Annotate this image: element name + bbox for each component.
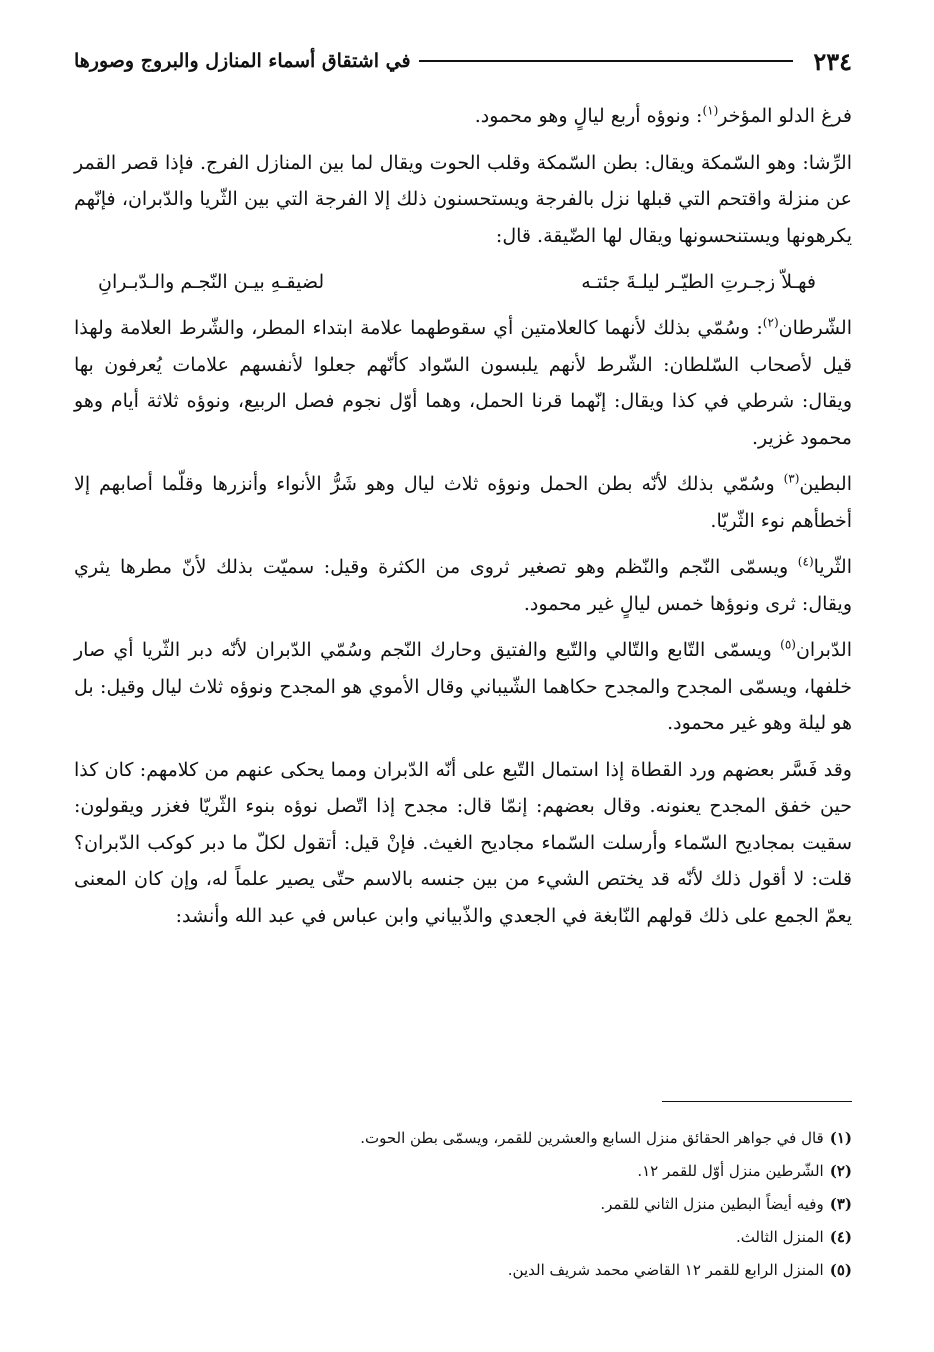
running-title: في اشتقاق أسماء المنازل والبروج وصورها — [74, 50, 411, 72]
paragraph-text: الثّريا — [813, 556, 852, 578]
paragraph-5 — [74, 549, 852, 622]
footnote-number: (٥) — [829, 1261, 852, 1279]
poetry-verse — [74, 264, 852, 300]
footnote-3 — [74, 1188, 852, 1221]
footnote-text: قال في جواهر الحقائق منزل السابع والعشرين للقمر، ويسمّى بطن الحوت. — [360, 1129, 824, 1147]
footnote-number: (٢) — [829, 1162, 852, 1180]
paragraph-text: الدّبران — [795, 639, 852, 661]
footnote-2 — [74, 1155, 852, 1188]
page-header — [74, 46, 852, 76]
footnote-text: المنزل الثالث. — [735, 1228, 824, 1246]
body-text — [74, 98, 852, 944]
paragraph-7 — [74, 752, 852, 935]
footnote-ref: (٥) — [780, 637, 796, 652]
footnotes — [74, 1122, 852, 1287]
footnote-number: (٤) — [829, 1228, 852, 1246]
footnote-text: المنزل الرابع للقمر ١٢ القاضي محمد شريف الدين. — [507, 1261, 824, 1279]
paragraph-text: وسُمّي بذلك لأنّه بطن الحمل ونوؤه ثلاث ليال وهو شَرُّ الأنواء وأنزرها وقلّما أصابهم إلا أخطأهم نوء الثّريّا. — [74, 473, 852, 532]
verse-hemistich-1: فهـلاّ زجـرتِ الطيّـر ليلـةَ جئتـه — [581, 271, 816, 293]
paragraph-text: الشّرطان — [778, 317, 852, 339]
paragraph-text: : وسُمّي بذلك لأنهما كالعلامتين أي سقوطهما علامة ابتداء المطر، والشّرط العلامة ولهذا قيل لأصحاب السّلطان: الشّرط لأنهم يلبسون السّواد كأنّهم جعلوا لأنفسهم علامات يُعرفون بها ويقال: شرطي في كذا ويقال: إنّهما قرنا الحمل، وهما أوّل نجوم فصل الربيع، ونوؤه ثلاثة أيام وهو محمود غزير. — [74, 317, 852, 449]
paragraph-text: الرِّشا: وهو السّمكة ويقال: بطن السّمكة وقلب الحوت ويقال لما بين المنازل الفرج. فإذا قصر القمر عن منزلة واقتحم التي قبلها نزل بالفرجة ويستحسنون ذلك إلا الفرجة التي بين الثّريا والدّبران، فإنّهم يكرهونها ويستنحسونها ويقال لها الضّيقة. قال: — [74, 151, 852, 247]
header-rule — [419, 60, 794, 62]
footnote-rule — [662, 1101, 852, 1102]
paragraph-text: ويسمّى النّجم والنّظم وهو تصغير ثروى من الكثرة وقيل: سميّت بذلك لأنّ مطرها يثري ويقال: ثرى ونوؤها خمس ليالٍ غير محمود. — [74, 556, 852, 615]
footnote-ref: (٢) — [762, 315, 779, 330]
paragraph-2 — [74, 145, 852, 255]
footnote-5 — [74, 1254, 852, 1287]
page-number: ٢٣٤ — [813, 46, 852, 76]
paragraph-text: وقد فَسَّر بعضهم ورد القطاة إذا استمال التّبع على أنّه الدّبران ومما يحكى عنهم من كلامهم: كان كذا حين خفق المجدح يعنونه. وقال بعضهم: إنمّا قال: مجدح إذا اتّصل نوؤه بنوء الثّريّا فغزر ويقولون: سقيت بمجاديح السّماء وأرسلت السّماء مجاديح الغيث. فإنْ قيل: أتقول لكلّ ما دبر كوكب الدّبران؟ قلت: لا أقول ذلك لأنّه قد يختص الشيء من بين جنسه بالاسم حتّى يصير علماً له، وإن كان المعنى يعمّ الجمع على ذلك قولهم النّابغة في الجعدي والذّبياني وابن عباس في عبد الله وأنشد: — [74, 758, 852, 927]
footnote-1 — [74, 1122, 852, 1155]
paragraph-3 — [74, 310, 852, 456]
paragraph-text: البطين — [799, 473, 852, 495]
paragraph-4 — [74, 466, 852, 539]
footnote-text: وفيه أيضاً البطين منزل الثاني للقمر. — [600, 1195, 824, 1213]
footnote-ref: (٤) — [797, 554, 814, 569]
footnote-ref: (٣) — [783, 471, 800, 486]
footnote-ref: (١) — [702, 103, 719, 118]
footnote-number: (١) — [829, 1129, 852, 1147]
paragraph-1 — [74, 98, 852, 135]
footnote-number: (٣) — [829, 1195, 852, 1213]
paragraph-text: فرغ الدلو المؤخر — [718, 105, 852, 127]
paragraph-text: ويسمّى التّابع والتّالي والتّبع والفتيق وحارك النّجم وسُمّي الدّبران لأنّه دبر الثّريا أي صار خلفها، ويسمّى المجدح والمجدح حكاهما الشّيباني وقال الأموي هو المجدح ونوؤه ثلاث ليال وقيل: بل هو ليلة وهو غير محمود. — [74, 639, 852, 734]
footnote-text: الشّرطين منزل أوّل للقمر ١٢. — [637, 1162, 824, 1180]
paragraph-6 — [74, 632, 852, 742]
footnote-4 — [74, 1221, 852, 1254]
verse-hemistich-2: لضيقـهِ بيـن النّجـم والـدّبـرانِ — [98, 271, 325, 293]
paragraph-text: : ونوؤه أربع ليالٍ وهو محمود. — [474, 105, 703, 127]
